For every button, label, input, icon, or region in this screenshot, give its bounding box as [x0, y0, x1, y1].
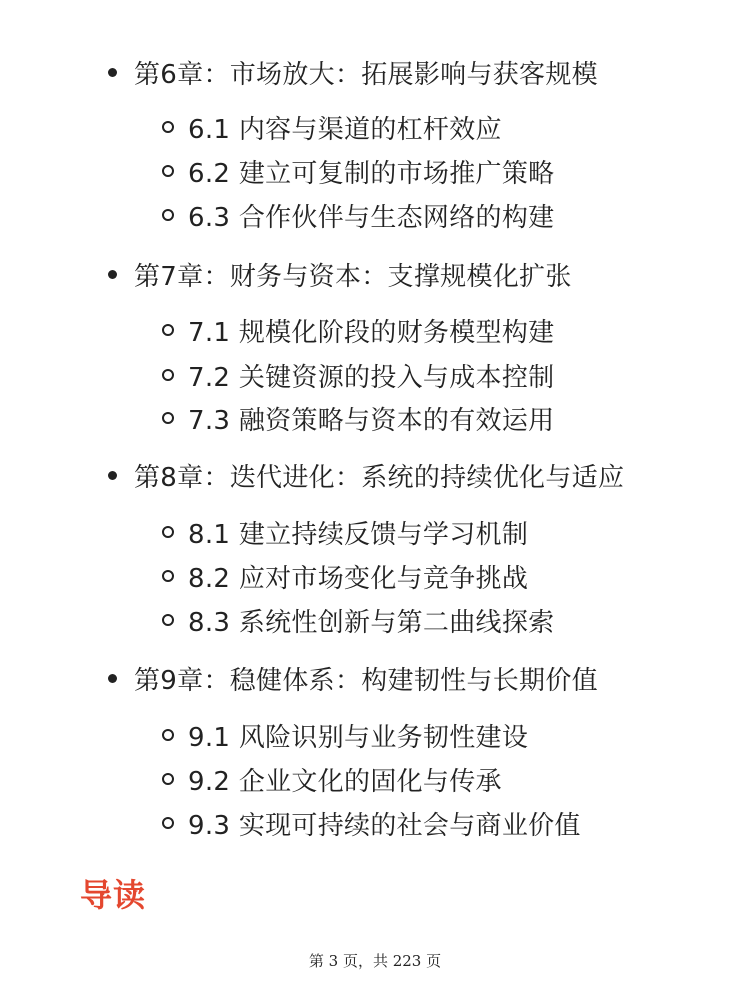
section-item: [162, 602, 554, 638]
chapter-title: 第7章：财务与资本：支撑规模化扩张: [134, 261, 572, 292]
section-title: 6.3 合作伙伴与生态网络的构建: [188, 202, 555, 233]
section-title: 7.3 融资策略与资本的有效运用: [188, 405, 555, 436]
section-item: [162, 109, 502, 145]
chapter-title: 第8章：迭代进化：系统的持续优化与适应: [134, 462, 625, 493]
bullet-circle-icon: [162, 369, 174, 381]
bullet-circle-icon: [162, 526, 174, 538]
section-title: 6.2 建立可复制的市场推广策略: [188, 158, 555, 189]
section-item: [162, 400, 554, 436]
section-item: [162, 197, 554, 233]
bullet-circle-icon: [162, 209, 174, 221]
section-item: [162, 558, 528, 594]
section-item: [162, 357, 554, 393]
section-title: 9.2 企业文化的固化与传承: [188, 766, 502, 797]
section-title: 8.1 建立持续反馈与学习机制: [188, 519, 529, 550]
chapter-heading: [108, 254, 572, 294]
bullet-circle-icon: [162, 570, 174, 582]
section-item: [162, 717, 528, 753]
section-item: [162, 153, 554, 189]
bullet-circle-icon: [162, 121, 174, 133]
bullet-circle-icon: [162, 614, 174, 626]
bullet-dot-icon: [108, 270, 117, 279]
section-title: 9.3 实现可持续的社会与商业价值: [188, 810, 581, 841]
section-title: 7.2 关键资源的投入与成本控制: [188, 362, 555, 393]
bullet-dot-icon: [108, 471, 117, 480]
chapter-title: 第9章：稳健体系：构建韧性与长期价值: [134, 665, 598, 696]
chapter-heading: [108, 658, 598, 698]
bullet-dot-icon: [108, 68, 117, 77]
section-title: 6.1 内容与渠道的杠杆效应: [188, 114, 502, 145]
bullet-circle-icon: [162, 412, 174, 424]
section-item: [162, 312, 554, 348]
section-item: [162, 761, 502, 797]
section-title: 7.1 规模化阶段的财务模型构建: [188, 317, 555, 348]
section-title: 8.2 应对市场变化与竞争挑战: [188, 563, 529, 594]
bullet-circle-icon: [162, 729, 174, 741]
section-item: [162, 805, 581, 841]
reading-heading: 导读: [80, 876, 147, 914]
chapter-heading: [108, 455, 624, 495]
section-title: 8.3 系统性创新与第二曲线探索: [188, 607, 555, 638]
bullet-dot-icon: [108, 674, 117, 683]
section-title: 9.1 风险识别与业务韧性建设: [188, 722, 529, 753]
bullet-circle-icon: [162, 324, 174, 336]
bullet-circle-icon: [162, 165, 174, 177]
section-item: [162, 514, 528, 550]
bullet-circle-icon: [162, 773, 174, 785]
page-number-footer: 第 3 页，共 223 页: [308, 952, 442, 970]
bullet-circle-icon: [162, 817, 174, 829]
chapter-title: 第6章：市场放大：拓展影响与获客规模: [134, 59, 598, 90]
chapter-heading: [108, 52, 598, 92]
